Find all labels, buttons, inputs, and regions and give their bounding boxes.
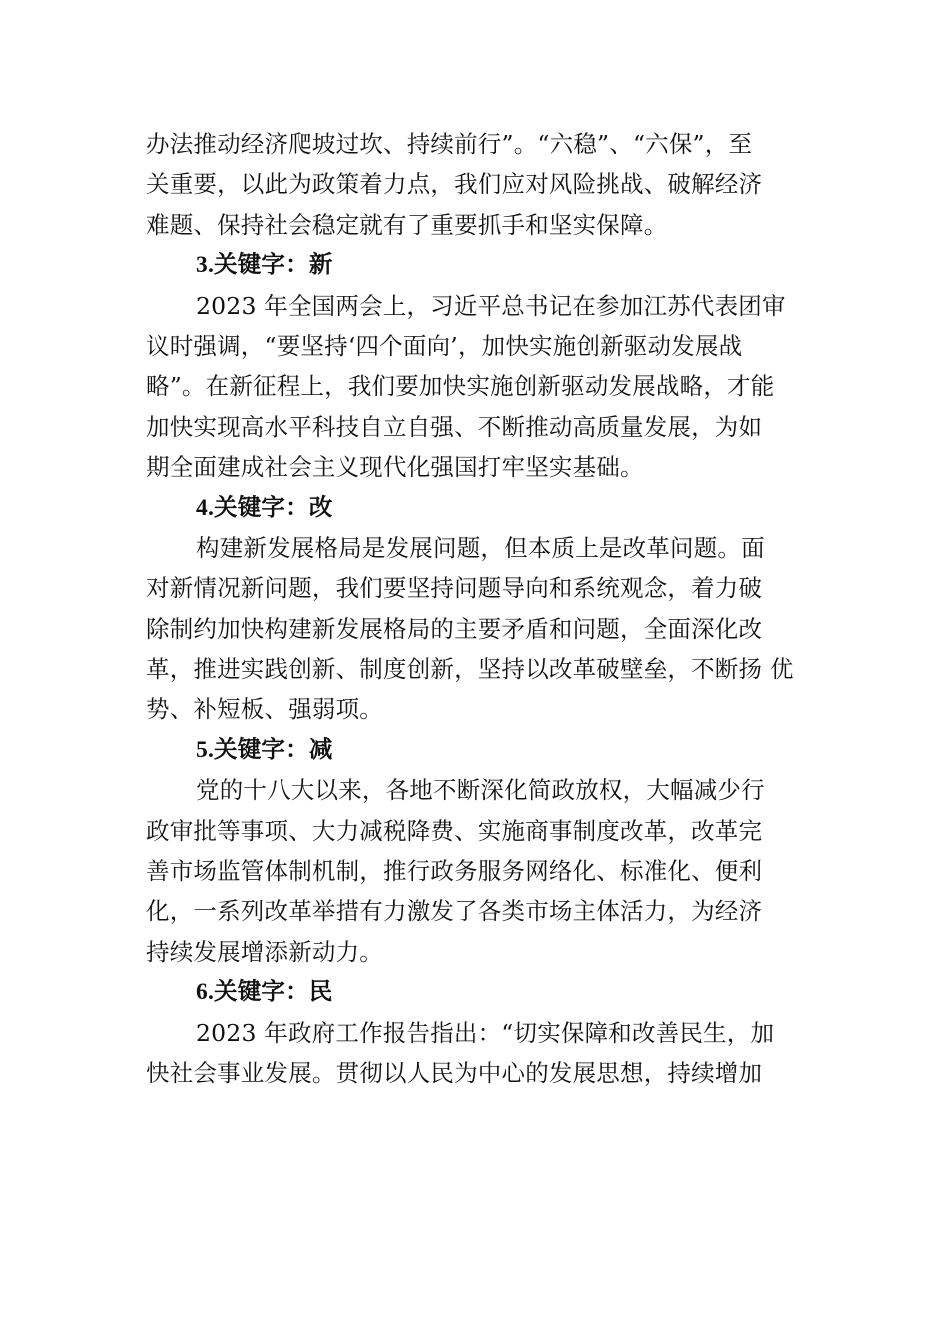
paragraph-line: 关重要，以此为政策着力点，我们应对风险挑战、破解经济 <box>146 170 763 199</box>
section-heading-3: 3.关键字：新 <box>196 252 333 279</box>
paragraph-line: 快社会事业发展。贯彻以人民为中心的发展思想，持续增加 <box>146 1058 763 1087</box>
section-heading-6: 6.关键字：民 <box>196 979 333 1006</box>
paragraph-line: 议时强调，“要坚持‘四个面向’，加快实施创新驱动发展战 <box>146 331 743 360</box>
paragraph-line: 构建新发展格局是发展问题，但本质上是改革问题。面 <box>196 533 765 562</box>
paragraph-line: 势、补短板、强弱项。 <box>146 695 383 724</box>
paragraph-line: 政审批等事项、大力减税降费、实施商事制度改革，改革完 <box>146 816 763 845</box>
paragraph-line: 2023 年政府工作报告指出：“切实保障和改善民生，加 <box>196 1018 775 1047</box>
paragraph-line: 办法推动经济爬坡过坎、持续前行”。“六稳”、“六保”，至 <box>146 130 753 158</box>
paragraph-line: 略”。在新征程上，我们要加快实施创新驱动发展战略，才能 <box>146 372 775 401</box>
paragraph-line: 难题、保持社会稳定就有了重要抓手和坚实保障。 <box>146 210 668 239</box>
paragraph-line: 善市场监管体制机制，推行政务服务网络化、标准化、便利 <box>146 857 763 886</box>
paragraph-line: 化，一系列改革举措有力激发了各类市场主体活力，为经济 <box>146 897 763 926</box>
paragraph-line: 革，推进实践创新、制度创新，坚持以改革破壁垒，不断扬 优 <box>146 655 794 684</box>
paragraph-line: 除制约加快构建新发展格局的主要矛盾和问题，全面深化改 <box>146 614 763 643</box>
paragraph-line: 持续发展增添新动力。 <box>146 937 383 966</box>
paragraph-line: 对新情况新问题，我们要坚持问题导向和系统观念，着力破 <box>146 574 763 603</box>
paragraph-line: 加快实现高水平科技自立自强、不断推动高质量发展，为如 <box>146 412 763 441</box>
document-body <box>146 124 808 1093</box>
paragraph-line: 2023 年全国两会上，习近平总书记在参加江苏代表团审 <box>196 291 786 320</box>
section-heading-5: 5.关键字：减 <box>196 736 333 763</box>
section-heading-4: 4.关键字：改 <box>196 494 333 521</box>
paragraph-line: 党的十八大以来，各地不断深化简政放权，大幅减少行 <box>196 776 765 805</box>
paragraph-line: 期全面建成社会主义现代化强国打牢坚实基础。 <box>146 453 644 482</box>
